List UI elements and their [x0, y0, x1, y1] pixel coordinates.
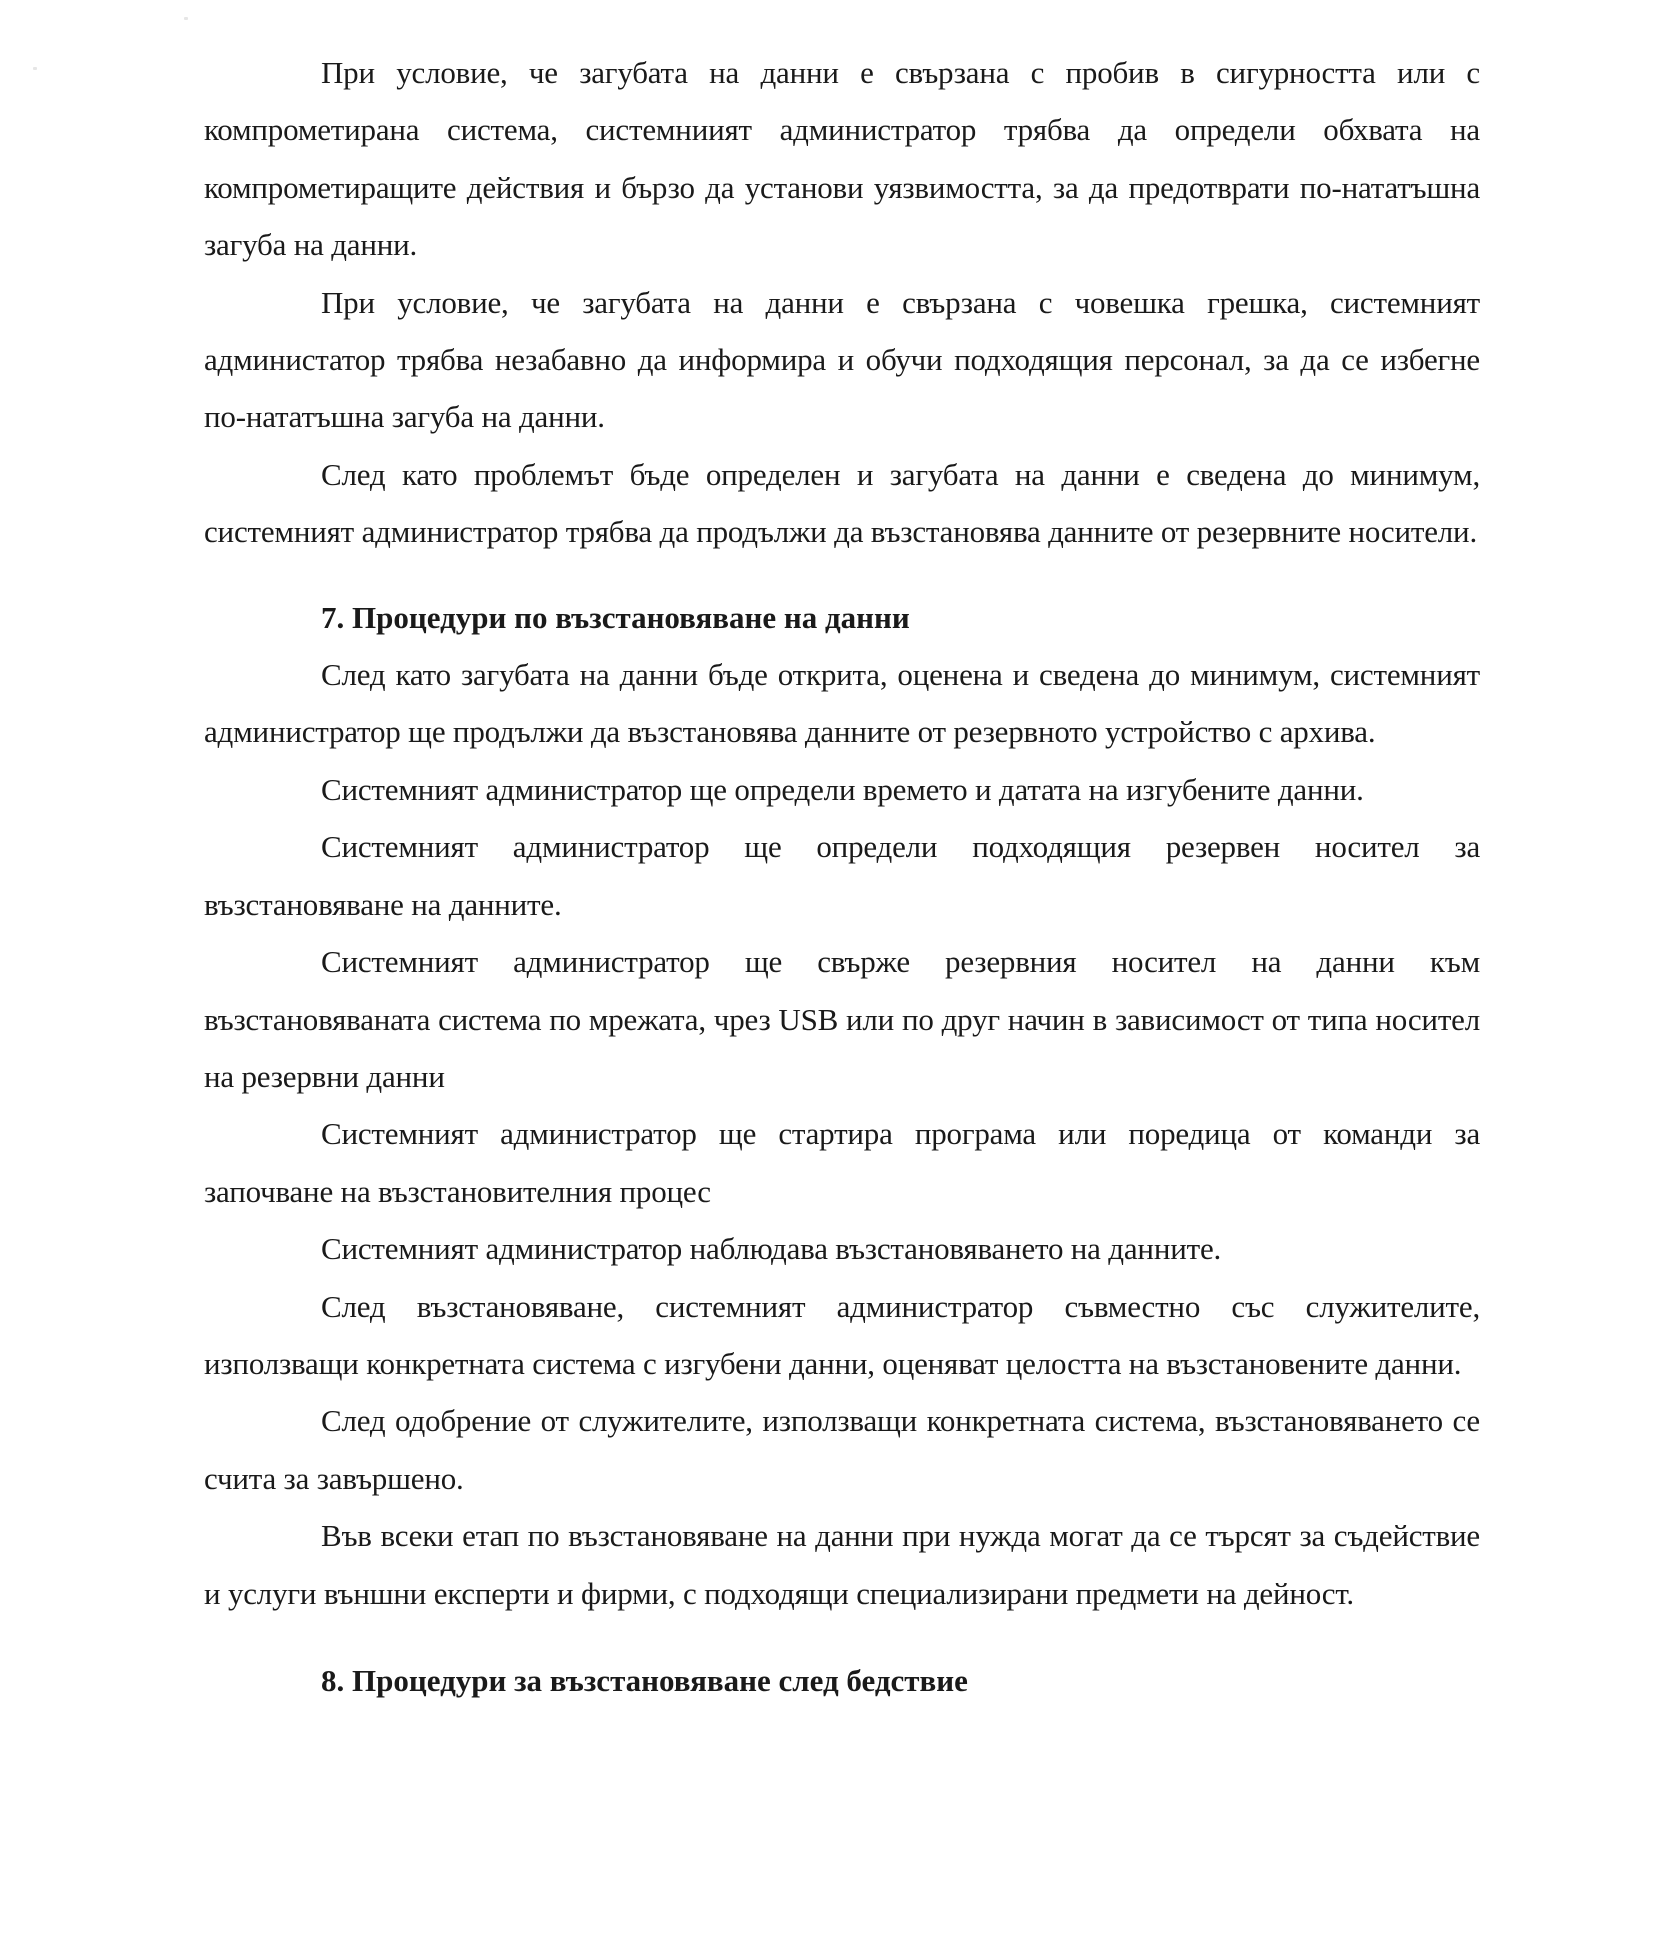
section-gap: [204, 561, 1480, 589]
paragraph-human-error: При условие, че загубата на данни е свързана с човешка грешка, системният администатор трябва незабавно да информира и обучи подходящия персонал, за да се избегне по-нататъшна загуба на данни.: [204, 284, 1480, 435]
paragraph-external-experts: Във всеки етап по възстановяване на данни при нужда могат да се търсят за съдействие и услуги външни експерти и фирми, с подходящи специализирани предмети на дейност.: [204, 1518, 1480, 1611]
paragraph-evaluate-integrity: След възстановяване, системният администратор съвместно със служителите, използващи конкретната система с изгубени данни, оценяват целостта на възстановените данни.: [204, 1288, 1480, 1381]
section-heading-8: 8. Процедури за възстановяване след бедствие: [321, 1662, 968, 1698]
scan-artifact: [184, 17, 188, 20]
paragraph-approval: След одобрение от служителите, използващи конкретната система, възстановяването се счита за завършено.: [204, 1403, 1480, 1496]
document-page: [204, 44, 1480, 1709]
paragraph-connect-media: Системният администратор ще свърже резервния носител на данни към възстановяваната система по мрежата, чрез USB или по друг начин в зависимост от типа носител на резервни данни: [204, 944, 1480, 1094]
section-gap: [204, 1622, 1480, 1652]
paragraph-security-breach: При условие, че загубата на данни е свързана с пробив в сигурността или с компрометирана система, системниият администратор трябва да определи обхвата на компрометиращите действия и бързо да установи уязвимостта, за да предотврати по-нататъшна загуба на данни.: [204, 55, 1480, 263]
paragraph-restore-from-backup: След като проблемът бъде определен и загубата на данни е сведена до минимум, системният администратор трябва да продължи да възстановява данните от резервните носители.: [204, 456, 1480, 550]
paragraph-recovery-start: След като загубата на данни бъде открита, оценена и сведена до минимум, системният администратор ще продължи да възстановява данните от резервното устройство с архива.: [204, 657, 1480, 750]
paragraph-start-program: Системният администратор ще стартира програма или поредица от команди за започване на възстановителния процес: [204, 1116, 1480, 1209]
paragraph-monitor: Системният администратор наблюдава възстановяването на данните.: [321, 1231, 1222, 1267]
paragraph-select-media: Системният администратор ще определи подходящия резервен носител за възстановяване на данните.: [204, 829, 1480, 922]
paragraph-determine-time: Системният администратор ще определи времето и датата на изгубените данни.: [321, 771, 1364, 807]
scan-artifact: [33, 67, 37, 70]
section-heading-7: 7. Процедури по възстановяване на данни: [321, 599, 910, 635]
